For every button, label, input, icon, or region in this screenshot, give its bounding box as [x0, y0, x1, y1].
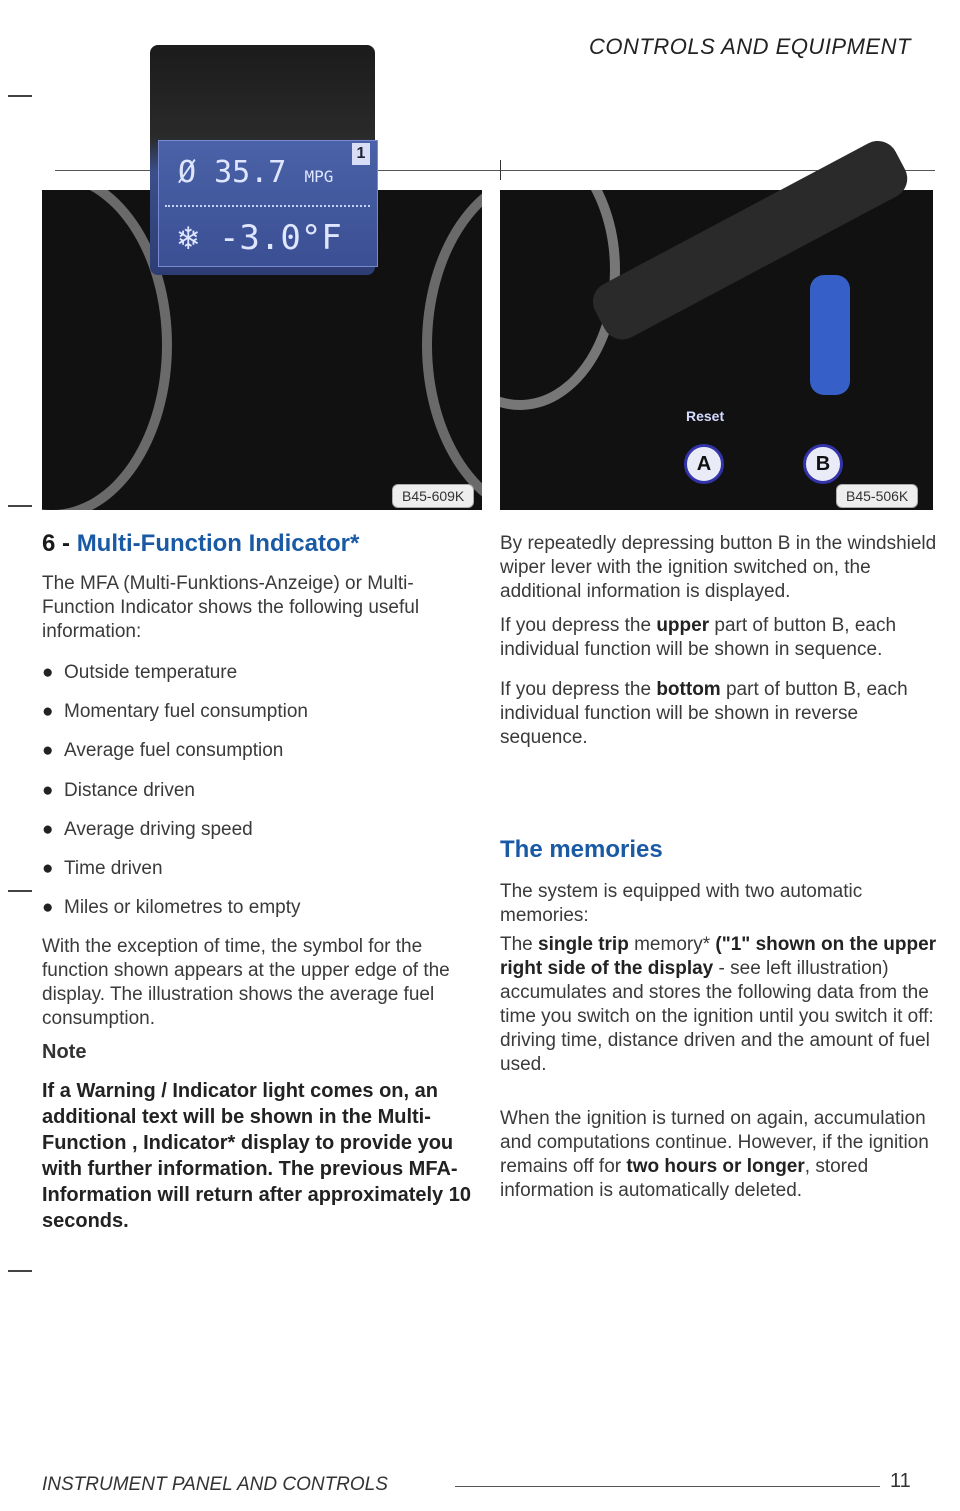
- memories-intro: The system is equipped with two automatic memories:: [500, 881, 863, 926]
- after-bullets-paragraph: With the exception of time, the symbol for the function shown appears at the upper edge of the display. The illustration shows the average fuel consumption.: [42, 936, 450, 1029]
- bullet-item: ● Momentary fuel consumption: [42, 701, 308, 723]
- edge-mark: [8, 1270, 32, 1272]
- edge-mark: [8, 890, 32, 892]
- callout-a: A: [684, 444, 724, 484]
- edge-mark: [8, 505, 32, 507]
- bullet-item: ● Time driven: [42, 858, 163, 880]
- bullet-item: ● Average fuel consumption: [42, 740, 283, 762]
- memory-indicator: 1: [352, 143, 370, 165]
- single-trip-paragraph: The single trip memory* ("1" shown on the upper right side of the display - see left illustration) accumulates and stores the following data from the time you switch on the ignition until you switch it off: driving time, distance driven and the amount of fuel used.: [500, 934, 937, 1075]
- footer-rule: [455, 1486, 880, 1487]
- figure-code-right: B45-506K: [836, 484, 918, 508]
- bullet-item: ● Miles or kilometres to empty: [42, 897, 301, 919]
- reset-label: Reset: [686, 408, 725, 424]
- callout-b: B: [803, 444, 843, 484]
- bullet-item: ● Outside temperature: [42, 662, 237, 684]
- header-tick: [500, 160, 501, 180]
- section-number: 6 -: [42, 530, 71, 557]
- lcd-separator: [165, 205, 370, 207]
- button-b-rocker: [810, 275, 850, 395]
- memories-heading: The memories: [500, 836, 663, 863]
- section-title: Multi-Function Indicator*: [76, 530, 360, 557]
- edge-mark: [8, 95, 32, 97]
- section-heading: [42, 532, 482, 556]
- page-number: 11: [890, 1470, 911, 1492]
- figure-code-left: B45-609K: [392, 484, 474, 508]
- section-intro: The MFA (Multi-Funktions-Anzeige) or Multi-Function Indicator shows the following useful information:: [42, 573, 420, 642]
- reset-paragraph: When the ignition is turned on again, accumulation and computations continue. However, if the ignition remains off for two hours or longer, stored information is automatically deleted.: [500, 1108, 929, 1201]
- paragraph-button-b: By repeatedly depressing button B in the windshield wiper lever with the ignition switched on, the additional information is displayed.: [500, 533, 937, 602]
- lcd-fuel-readout: Ø 35.7 MPG: [178, 155, 334, 190]
- lcd-temperature-readout: ❄ -3.0°F: [178, 218, 342, 258]
- bullet-item: ● Average driving speed: [42, 819, 253, 841]
- tachometer-gauge: [422, 190, 482, 510]
- note-text: If a Warning / Indicator light comes on, an additional text will be shown in the Multi-Function , Indicator* display to provide you with further information. The previous MFA-Information will return after approximately 10 seconds.: [42, 1080, 471, 1232]
- bullet-item: ● Distance driven: [42, 780, 195, 802]
- paragraph-bottom: If you depress the bottom part of button B, each individual function will be shown in reverse sequence.: [500, 679, 908, 748]
- footer-section-title: INSTRUMENT PANEL AND CONTROLS: [42, 1474, 388, 1495]
- note-heading: Note: [42, 1041, 87, 1063]
- page-header: CONTROLS AND EQUIPMENT: [589, 34, 911, 59]
- paragraph-upper: If you depress the upper part of button B, each individual function will be shown in sequence.: [500, 615, 897, 660]
